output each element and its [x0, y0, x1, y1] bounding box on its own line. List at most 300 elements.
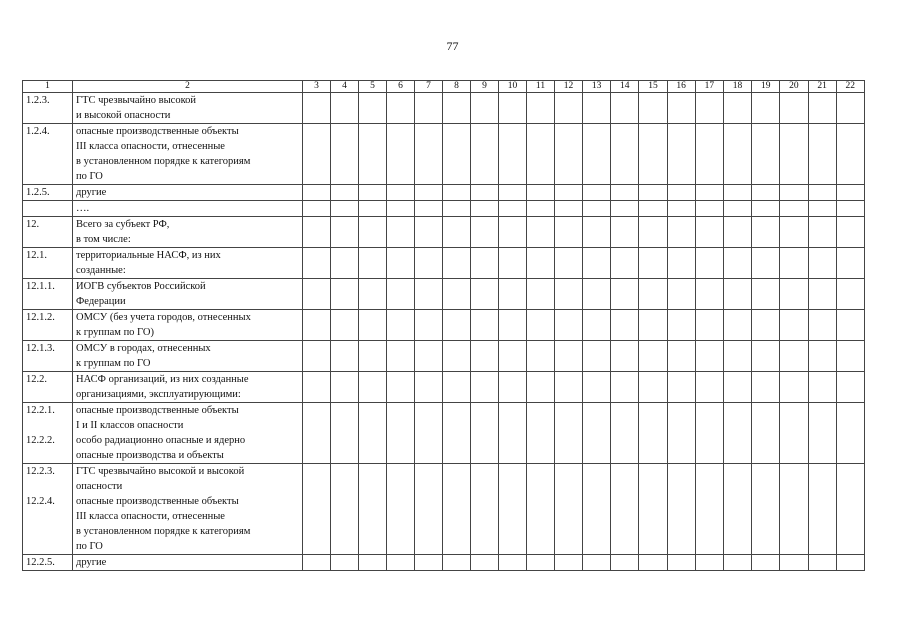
row-number: 12.1.	[23, 248, 73, 279]
row-number: 12.2.1. 12.2.2.	[23, 403, 73, 464]
data-cell	[639, 403, 667, 464]
data-cell	[527, 248, 555, 279]
data-cell	[303, 217, 331, 248]
data-cell	[836, 217, 864, 248]
table-row	[23, 464, 865, 555]
data-cell	[611, 372, 639, 403]
data-cell	[331, 124, 359, 185]
data-cell	[695, 403, 723, 464]
data-cell	[836, 372, 864, 403]
data-cell	[331, 310, 359, 341]
data-cell	[752, 93, 780, 124]
data-cell	[415, 248, 443, 279]
data-cell	[443, 403, 471, 464]
data-cell	[752, 372, 780, 403]
column-number-7: 7	[415, 81, 443, 93]
column-number-20: 20	[780, 81, 808, 93]
data-cell	[752, 124, 780, 185]
data-cell	[723, 248, 751, 279]
data-cell	[808, 403, 836, 464]
data-cell	[723, 464, 751, 555]
row-number: 1.2.3.	[23, 93, 73, 124]
data-cell	[359, 201, 387, 217]
data-cell	[331, 403, 359, 464]
data-cell	[723, 555, 751, 571]
data-cell	[639, 279, 667, 310]
data-cell	[527, 341, 555, 372]
data-cell	[808, 555, 836, 571]
data-cell	[695, 185, 723, 201]
data-cell	[723, 341, 751, 372]
data-cell	[639, 341, 667, 372]
data-cell	[780, 93, 808, 124]
data-cell	[471, 124, 499, 185]
row-name: другие	[73, 555, 303, 571]
data-cell	[415, 217, 443, 248]
data-cell	[359, 279, 387, 310]
data-cell	[780, 217, 808, 248]
data-cell	[415, 124, 443, 185]
data-cell	[583, 124, 611, 185]
table-row	[23, 372, 865, 403]
data-cell	[527, 217, 555, 248]
table-row	[23, 217, 865, 248]
data-cell	[303, 403, 331, 464]
column-number-16: 16	[667, 81, 695, 93]
data-cell	[471, 217, 499, 248]
data-cell	[639, 464, 667, 555]
data-cell	[723, 201, 751, 217]
data-cell	[359, 124, 387, 185]
data-cell	[359, 185, 387, 201]
data-cell	[555, 341, 583, 372]
data-cell	[303, 248, 331, 279]
data-cell	[415, 341, 443, 372]
row-number: 12.1.1.	[23, 279, 73, 310]
row-name: ИОГВ субъектов Российской Федерации	[73, 279, 303, 310]
data-cell	[695, 310, 723, 341]
table-row	[23, 310, 865, 341]
data-cell	[443, 201, 471, 217]
data-cell	[303, 279, 331, 310]
data-cell	[331, 201, 359, 217]
data-cell	[499, 248, 527, 279]
data-cell	[359, 310, 387, 341]
data-cell	[555, 217, 583, 248]
data-cell	[359, 464, 387, 555]
row-name: опасные производственные объекты III класса опасности, отнесенные в установленном порядке к категориям по ГО	[73, 124, 303, 185]
data-cell	[555, 372, 583, 403]
table-row	[23, 341, 865, 372]
data-cell	[780, 555, 808, 571]
data-cell	[555, 201, 583, 217]
data-cell	[808, 185, 836, 201]
column-number-6: 6	[387, 81, 415, 93]
data-cell	[723, 185, 751, 201]
data-cell	[387, 185, 415, 201]
table-row	[23, 403, 865, 464]
data-cell	[780, 341, 808, 372]
data-cell	[695, 279, 723, 310]
data-cell	[667, 248, 695, 279]
data-cell	[836, 403, 864, 464]
data-cell	[303, 124, 331, 185]
data-cell	[808, 124, 836, 185]
data-cell	[443, 310, 471, 341]
data-cell	[387, 279, 415, 310]
data-cell	[499, 217, 527, 248]
data-cell	[331, 185, 359, 201]
data-cell	[611, 310, 639, 341]
data-cell	[471, 185, 499, 201]
data-cell	[555, 279, 583, 310]
data-cell	[415, 93, 443, 124]
row-name: территориальные НАСФ, из них созданные:	[73, 248, 303, 279]
data-cell	[583, 201, 611, 217]
data-cell	[836, 201, 864, 217]
data-cell	[443, 341, 471, 372]
data-cell	[555, 248, 583, 279]
data-cell	[583, 248, 611, 279]
column-number-10: 10	[499, 81, 527, 93]
row-number	[23, 201, 73, 217]
data-cell	[555, 464, 583, 555]
row-number: 12.1.2.	[23, 310, 73, 341]
data-cell	[499, 555, 527, 571]
row-name: другие	[73, 185, 303, 201]
data-cell	[639, 124, 667, 185]
column-number-17: 17	[695, 81, 723, 93]
data-cell	[303, 93, 331, 124]
data-cell	[583, 403, 611, 464]
data-cell	[471, 310, 499, 341]
data-cell	[836, 555, 864, 571]
data-cell	[415, 464, 443, 555]
data-cell	[667, 464, 695, 555]
data-cell	[583, 555, 611, 571]
data-cell	[780, 248, 808, 279]
column-number-3: 3	[303, 81, 331, 93]
row-number: 1.2.5.	[23, 185, 73, 201]
data-cell	[527, 403, 555, 464]
data-cell	[499, 185, 527, 201]
column-number-22: 22	[836, 81, 864, 93]
data-cell	[752, 248, 780, 279]
row-name: ГТС чрезвычайно высокой и высокой опасности	[73, 93, 303, 124]
data-cell	[415, 201, 443, 217]
table-row	[23, 93, 865, 124]
data-cell	[415, 403, 443, 464]
data-cell	[499, 341, 527, 372]
data-cell	[639, 93, 667, 124]
row-number: 12.	[23, 217, 73, 248]
data-cell	[752, 201, 780, 217]
table-row	[23, 124, 865, 185]
data-cell	[331, 341, 359, 372]
data-cell	[555, 185, 583, 201]
data-cell	[415, 310, 443, 341]
table-body	[23, 93, 865, 571]
data-cell	[752, 310, 780, 341]
data-cell	[303, 201, 331, 217]
data-cell	[527, 310, 555, 341]
data-cell	[808, 93, 836, 124]
data-cell	[639, 555, 667, 571]
data-cell	[808, 217, 836, 248]
data-cell	[415, 279, 443, 310]
data-cell	[471, 341, 499, 372]
column-number-2: 2	[73, 81, 303, 93]
data-cell	[331, 464, 359, 555]
data-cell	[415, 185, 443, 201]
data-cell	[836, 93, 864, 124]
data-cell	[583, 217, 611, 248]
data-cell	[387, 555, 415, 571]
data-cell	[808, 201, 836, 217]
data-cell	[695, 248, 723, 279]
data-cell	[611, 185, 639, 201]
column-number-1: 1	[23, 81, 73, 93]
data-cell	[639, 201, 667, 217]
data-cell	[723, 124, 751, 185]
data-cell	[471, 464, 499, 555]
data-cell	[387, 341, 415, 372]
data-cell	[639, 372, 667, 403]
data-cell	[499, 464, 527, 555]
data-cell	[331, 279, 359, 310]
data-cell	[527, 93, 555, 124]
data-cell	[359, 555, 387, 571]
data-cell	[667, 217, 695, 248]
data-cell	[471, 248, 499, 279]
data-cell	[780, 279, 808, 310]
data-cell	[359, 372, 387, 403]
data-cell	[303, 372, 331, 403]
row-number: 12.2.	[23, 372, 73, 403]
data-cell	[611, 555, 639, 571]
data-cell	[836, 341, 864, 372]
data-cell	[443, 555, 471, 571]
data-cell	[443, 372, 471, 403]
data-cell	[695, 217, 723, 248]
data-cell	[723, 372, 751, 403]
data-cell	[583, 464, 611, 555]
column-number-14: 14	[611, 81, 639, 93]
data-cell	[499, 201, 527, 217]
data-cell	[752, 185, 780, 201]
data-cell	[611, 279, 639, 310]
data-cell	[583, 93, 611, 124]
data-cell	[527, 464, 555, 555]
data-cell	[836, 310, 864, 341]
data-cell	[583, 341, 611, 372]
data-cell	[471, 201, 499, 217]
data-cell	[639, 248, 667, 279]
data-cell	[415, 372, 443, 403]
data-cell	[836, 124, 864, 185]
data-cell	[611, 341, 639, 372]
data-cell	[555, 310, 583, 341]
row-name: Всего за субъект РФ, в том числе:	[73, 217, 303, 248]
data-cell	[695, 124, 723, 185]
data-cell	[611, 464, 639, 555]
data-cell	[583, 310, 611, 341]
data-cell	[387, 93, 415, 124]
row-name: НАСФ организаций, из них созданные организациями, эксплуатирующими:	[73, 372, 303, 403]
page-number: 77	[446, 39, 459, 53]
column-number-13: 13	[583, 81, 611, 93]
row-name: опасные производственные объекты I и II классов опасности особо радиационно опасные и ядерно опасные производства и объекты	[73, 403, 303, 464]
data-cell	[808, 310, 836, 341]
data-cell	[331, 248, 359, 279]
data-cell	[836, 464, 864, 555]
data-cell	[331, 372, 359, 403]
data-cell	[583, 185, 611, 201]
data-cell	[639, 310, 667, 341]
data-cell	[667, 279, 695, 310]
data-cell	[723, 217, 751, 248]
data-cell	[443, 217, 471, 248]
data-cell	[471, 93, 499, 124]
data-cell	[780, 464, 808, 555]
data-cell	[695, 201, 723, 217]
data-cell	[752, 555, 780, 571]
data-cell	[808, 464, 836, 555]
data-cell	[611, 201, 639, 217]
column-number-11: 11	[527, 81, 555, 93]
data-cell	[695, 93, 723, 124]
data-cell	[611, 93, 639, 124]
data-cell	[611, 124, 639, 185]
data-cell	[303, 341, 331, 372]
data-cell	[780, 310, 808, 341]
data-cell	[723, 310, 751, 341]
row-name: ОМСУ (без учета городов, отнесенных к группам по ГО)	[73, 310, 303, 341]
data-cell	[387, 403, 415, 464]
data-cell	[695, 372, 723, 403]
data-cell	[359, 93, 387, 124]
data-cell	[471, 372, 499, 403]
data-cell	[359, 341, 387, 372]
data-cell	[499, 310, 527, 341]
data-cell	[527, 201, 555, 217]
data-cell	[303, 185, 331, 201]
data-cell	[443, 185, 471, 201]
data-cell	[836, 279, 864, 310]
row-number: 12.2.3. 12.2.4.	[23, 464, 73, 555]
data-cell	[780, 372, 808, 403]
data-cell	[611, 403, 639, 464]
data-cell	[303, 555, 331, 571]
data-cell	[695, 341, 723, 372]
table-row	[23, 279, 865, 310]
data-cell	[359, 217, 387, 248]
data-cell	[808, 341, 836, 372]
data-cell	[387, 310, 415, 341]
data-cell	[387, 217, 415, 248]
data-cell	[752, 464, 780, 555]
data-cell	[639, 217, 667, 248]
data-cell	[387, 201, 415, 217]
data-cell	[527, 372, 555, 403]
data-cell	[555, 555, 583, 571]
column-number-12: 12	[555, 81, 583, 93]
data-cell	[780, 201, 808, 217]
data-cell	[836, 248, 864, 279]
data-cell	[499, 124, 527, 185]
data-cell	[499, 279, 527, 310]
data-cell	[808, 248, 836, 279]
data-cell	[303, 464, 331, 555]
column-number-15: 15	[639, 81, 667, 93]
table-row	[23, 201, 865, 217]
row-name: ОМСУ в городах, отнесенных к группам по ГО	[73, 341, 303, 372]
data-cell	[471, 279, 499, 310]
data-cell	[555, 93, 583, 124]
data-cell	[331, 217, 359, 248]
data-cell	[752, 217, 780, 248]
row-number: 12.1.3.	[23, 341, 73, 372]
data-cell	[667, 124, 695, 185]
column-number-4: 4	[331, 81, 359, 93]
data-cell	[527, 185, 555, 201]
data-cell	[471, 403, 499, 464]
data-cell	[695, 464, 723, 555]
row-number: 1.2.4.	[23, 124, 73, 185]
data-cell	[836, 185, 864, 201]
data-cell	[752, 403, 780, 464]
data-cell	[415, 555, 443, 571]
data-cell	[752, 279, 780, 310]
data-cell	[723, 403, 751, 464]
data-cell	[723, 93, 751, 124]
data-cell	[387, 124, 415, 185]
column-number-21: 21	[808, 81, 836, 93]
data-cell	[667, 310, 695, 341]
data-cell	[780, 124, 808, 185]
data-cell	[583, 372, 611, 403]
row-name: ….	[73, 201, 303, 217]
column-number-18: 18	[723, 81, 751, 93]
data-cell	[499, 93, 527, 124]
data-cell	[359, 403, 387, 464]
report-table	[22, 80, 865, 571]
data-cell	[443, 124, 471, 185]
data-cell	[667, 341, 695, 372]
data-cell	[808, 279, 836, 310]
data-cell	[752, 341, 780, 372]
data-cell	[331, 555, 359, 571]
table-row	[23, 185, 865, 201]
table-row	[23, 248, 865, 279]
data-cell	[499, 403, 527, 464]
data-cell	[611, 248, 639, 279]
data-cell	[639, 185, 667, 201]
data-cell	[667, 555, 695, 571]
data-cell	[527, 124, 555, 185]
row-name: ГТС чрезвычайно высокой и высокой опасности опасные производственные объекты III класса опасности, отнесенные в установленном порядке к категориям по ГО	[73, 464, 303, 555]
table-row	[23, 555, 865, 571]
data-cell	[667, 372, 695, 403]
data-cell	[780, 185, 808, 201]
data-cell	[583, 279, 611, 310]
data-cell	[527, 279, 555, 310]
data-cell	[723, 279, 751, 310]
data-cell	[387, 464, 415, 555]
data-cell	[443, 464, 471, 555]
data-cell	[471, 555, 499, 571]
column-number-5: 5	[359, 81, 387, 93]
